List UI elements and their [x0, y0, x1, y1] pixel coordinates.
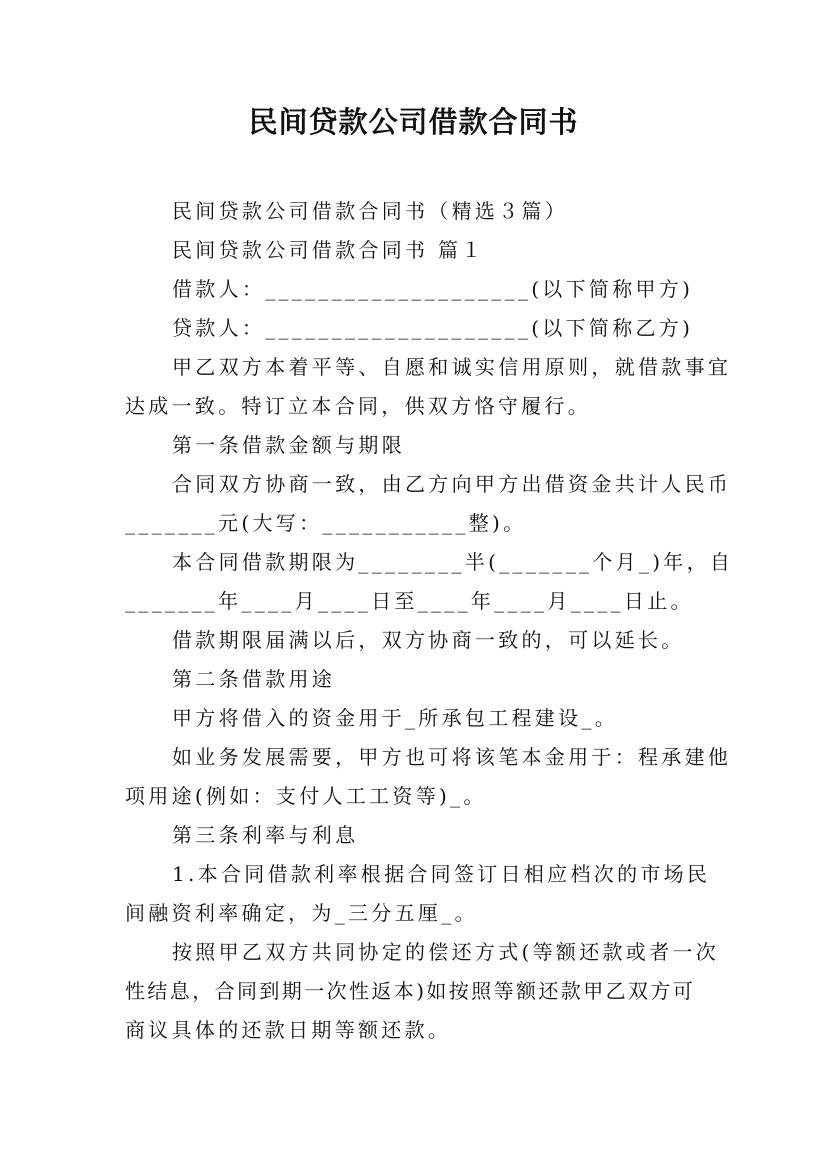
paragraph-line: 项用途(例如：支付人工工资等)_。: [125, 784, 487, 808]
paragraph-line: 商议具体的还款日期等额还款。: [125, 1018, 452, 1042]
article-heading: 第三条利率与利息: [172, 823, 359, 847]
paragraph-line: 甲乙双方本着平等、自愿和诚实信用原则，就借款事宜: [172, 355, 732, 379]
borrower-line: 借款人：____________________(以下简称甲方): [172, 277, 694, 301]
paragraph-line: 本合同借款期限为________半(_______个月_)年，自: [172, 550, 734, 574]
paragraph-line: 间融资利率确定，为_三分五厘_。: [125, 901, 478, 925]
lender-line: 贷款人：____________________(以下简称乙方): [172, 316, 694, 340]
paragraph-line: 性结息，合同到期一次性返本)如按照等额还款甲乙双方可: [125, 979, 696, 1003]
article-heading: 第二条借款用途: [172, 667, 336, 691]
paragraph-line: 借款期限届满以后，双方协商一致的，可以延长。: [172, 628, 685, 652]
document-subtitle: 民间贷款公司借款合同书（精选３篇）: [172, 199, 569, 223]
paragraph-line: 如业务发展需要，甲方也可将该笔本金用于：程承建他: [172, 745, 732, 769]
paragraph-line: 达成一致。特订立本合同，供双方恪守履行。: [125, 394, 591, 418]
section-heading: 民间贷款公司借款合同书 篇１: [172, 238, 485, 262]
paragraph-line: 1.本合同借款利率根据合同签订日相应档次的市场民: [172, 862, 711, 886]
paragraph-line: 甲方将借入的资金用于_所承包工程建设_。: [172, 706, 618, 730]
document-title: 民间贷款公司借款合同书: [248, 105, 579, 139]
paragraph-line: _______年____月____日至____年____月____日止。: [125, 589, 694, 613]
article-heading: 第一条借款金额与期限: [172, 433, 405, 457]
paragraph-line: 合同双方协商一致，由乙方向甲方出借资金共计人民币: [172, 472, 732, 496]
paragraph-line: 按照甲乙双方共同协定的偿还方式(等额还款或者一次: [172, 940, 720, 964]
paragraph-line: _______元(大写：___________整)。: [125, 511, 527, 535]
